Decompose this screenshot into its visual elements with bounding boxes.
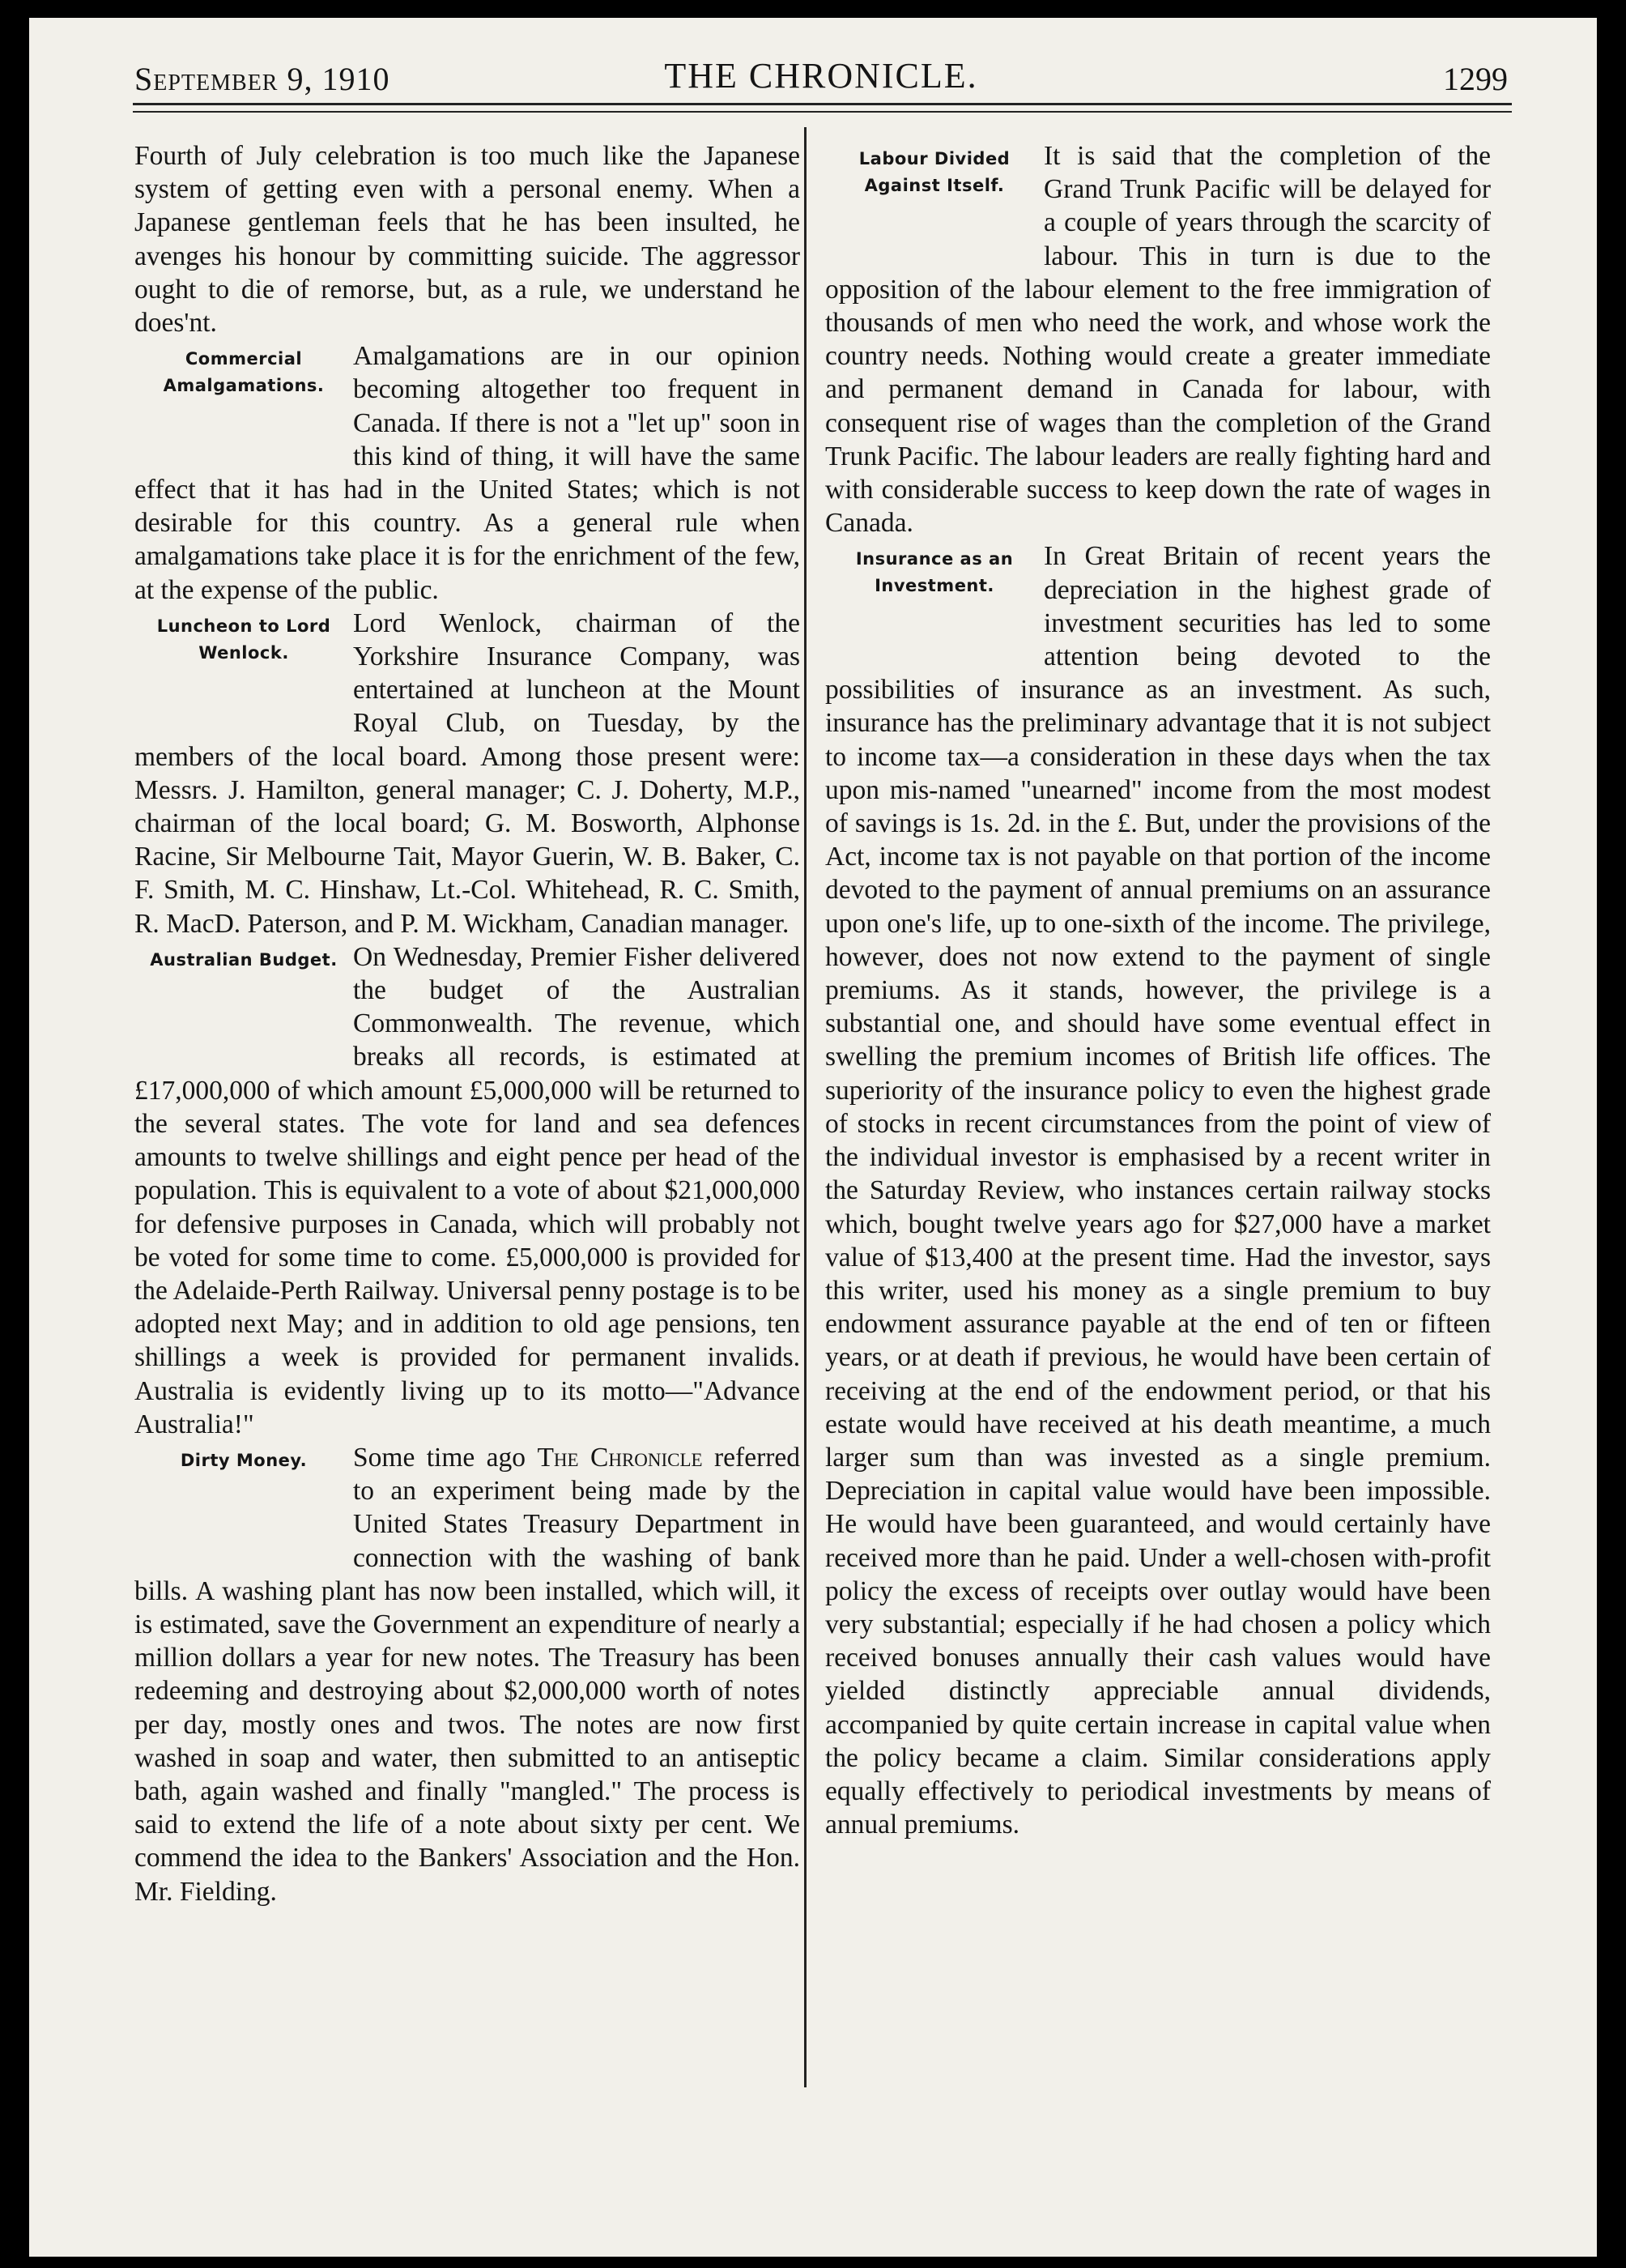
intro-paragraph: Fourth of July celebration is too much like the Japanese system of getting even with a personal enemy. When a Japanese gentleman feels that he has been insulted, he avenges his honour by committing suicide. The aggressor ought to die of remorse, but, as a rule, we understand he does'nt. (134, 141, 800, 339)
article-text: It is said that the completion of the Grand Trunk Pacific will be delayed for a couple of years through the scarcity of labour. This in turn is due to the opposition of the labour element to the free immigration of thousands of men who need the work, and whose work the country needs. Nothing would create a greater immediate and permanent demand in Canada for labour, with consequent rise of wages than the completion of the Grand Trunk Pacific. The labour leaders are really fighting hard and with considerable success to keep down the rate of wages in Canada. (825, 141, 1491, 539)
article-text: Some time ago The Chronicle referred to an experiment being made by the United States Treasury Department in connection with the washing of bank bills. A washing plant has now been installed, which will, it is estimated, save the Government an expenditure of nearly a million dollars a year for new notes. The Treasury has been redeeming and destroying about $2,000,000 worth of notes per day, mostly ones and twos. The notes are now first washed in soap and water, then submitted to an antiseptic bath, again washed and finally "mangled." The process is said to extend the life of a note about sixty per cent. We commend the idea to the Bankers' Association and the Hon. Mr. Fielding. (134, 1442, 800, 1907)
sidehead: Labour Divided Against Itself. (858, 149, 1011, 195)
column-divider (804, 127, 807, 2087)
issue-date: September 9, 1910 (134, 61, 390, 97)
article-luncheon (134, 607, 800, 940)
left-column (134, 139, 800, 1908)
article-commercial-amalgamations (134, 339, 800, 607)
article-text: Amalgamations are in our opinion becoming altogether too frequent in Canada. If there is not a "let up" soon in this kind of thing, it will have the same effect that it has had in the United States; which is not desirable for this country. As a general rule when amalgamations take place it is for the enrichment of the few, at the expense of the public. (134, 341, 800, 605)
right-column (825, 139, 1491, 1841)
article-text: Lord Wenlock, chairman of the Yorkshire Insurance Company, was entertained at luncheon at the Mount Royal Club, on Tuesday, by the members of the local board. Among those present were: Messrs. J. Hamilton, general manager; C. J. Doherty, M.P., chairman of the local board; G. M. Bosworth, Alphonse Racine, Sir Melbourne Tait, Mayor Guerin, W. B. Baker, C. F. Smith, M. C. Hinshaw, Lt.-Col. Whitehead, R. C. Smith, R. MacD. Paterson, and P. M. Wickham, Canadian manager. (134, 608, 800, 939)
header-rule (133, 103, 1512, 105)
article-insurance (825, 539, 1491, 1841)
article-australian-budget (134, 940, 800, 1441)
header-rule-thin (133, 111, 1512, 113)
page-header (134, 49, 1508, 105)
newspaper-page (29, 18, 1597, 2257)
sidehead: Dirty Money. (180, 1450, 308, 1470)
page-number: 1299 (1443, 61, 1508, 97)
sidehead: Insurance as an Investment. (855, 549, 1014, 596)
sidehead: Commercial Amalgamations. (163, 349, 325, 396)
publication-title: THE CHRONICLE. (664, 56, 978, 96)
publication-reference: The Chronicle (537, 1442, 703, 1473)
sidehead: Luncheon to Lord Wenlock. (156, 616, 331, 663)
sidehead: Australian Budget. (150, 949, 338, 970)
article-dirty-money (134, 1441, 800, 1908)
article-text: On Wednesday, Premier Fisher delivered the budget of the Australian Commonwealth. The revenue, which breaks all records, is estimated at £17,000,000 of which amount £5,000,000 will be returned to the several states. The vote for land and sea defences amounts to twelve shillings and eight pence per head of the population. This is equivalent to a vote of about $21,000,000 for defensive purposes in Canada, which will probably not be voted for some time to come. £5,000,000 is provided for the Adelaide-Perth Railway. Universal penny postage is to be adopted next May; and in addition to old age pensions, ten shillings a week is provided for permanent invalids. Australia is evidently living up to its motto—"Advance Australia!" (134, 941, 800, 1439)
article-text: In Great Britain of recent years the depreciation in the highest grade of investment securities has led to some attention being devoted to the possibilities of insurance as an investment. As such, insurance has the preliminary advantage that it is not subject to income tax—a consideration in these days when the tax upon mis-named "unearned" income from the most modest of savings is 1s. 2d. in the £. But, under the provisions of the Act, income tax is not payable on that portion of the income devoted to the payment of annual premiums on an assurance upon one's life, up to one-sixth of the income. The privilege, however, does not now extend to the payment of single premiums. As it stands, however, the privilege is a substantial one, and should have some eventual effect in swelling the premium incomes of British life offices. The superiority of the insurance policy to even the highest grade of stocks in recent circumstances from the point of view of the individual investor is emphasised by a recent writer in the Saturday Review, who instances certain railway stocks which, bought twelve years ago for $27,000 have a market value of $13,400 at the present time. Had the investor, says this writer, used his money as a single premium to buy endowment assurance payable at the end of ten or fifteen years, or at death if previous, he would have been certain of receiving at the end of the endowment period, or that his estate would have received at his death meantime, a much larger sum than was invested as a single premium. Depreciation in capital value would have been impossible. He would have been guaranteed, and would certainly have received more than he paid. Under a well-chosen with-profit policy the excess of receipts over outlay would have been very substantial; especially if he had chosen a policy which received bonuses annually their cash values would have yielded distinctly appreciable annual dividends, accompanied by quite certain increase in capital value when the policy became a claim. Similar considerations apply equally effectively to periodical investments by means of annual premiums. (825, 541, 1491, 1840)
article-labour (825, 139, 1491, 539)
